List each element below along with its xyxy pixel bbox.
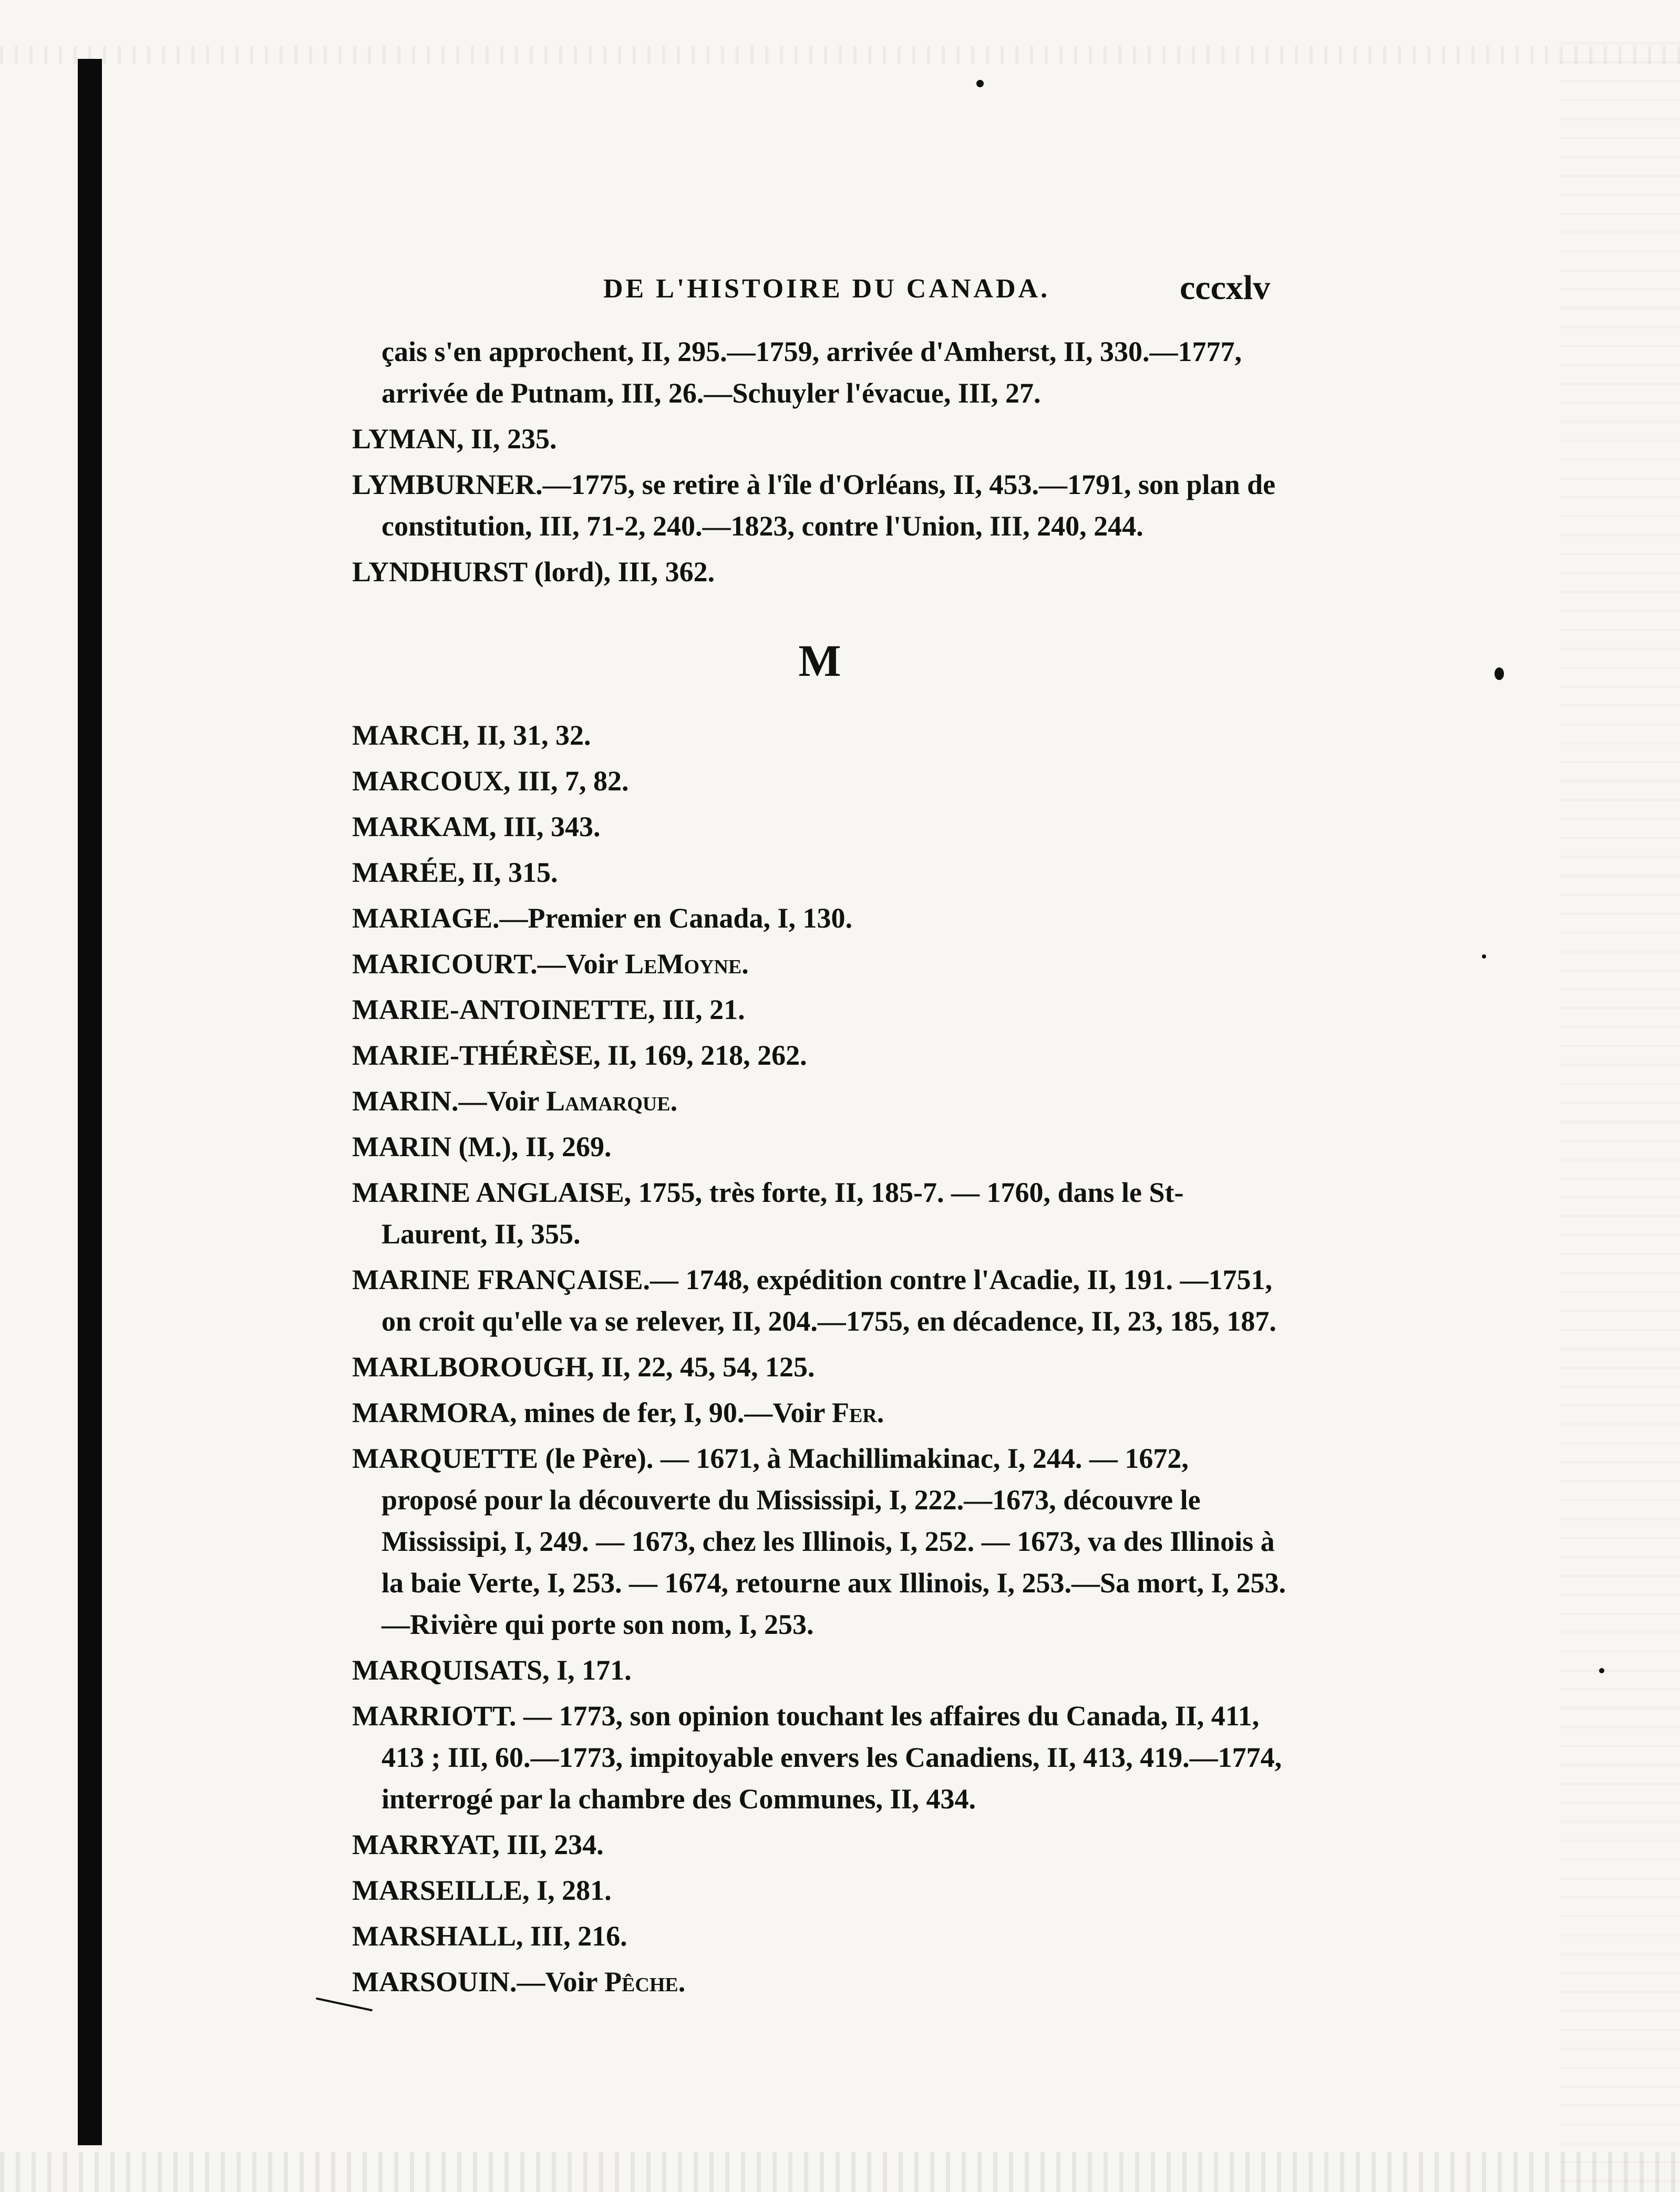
index-entry [352, 1259, 1287, 1342]
index-entry [352, 852, 1287, 893]
entry-text: , II, 235. [457, 423, 557, 455]
ink-speck [1482, 954, 1486, 959]
index-entry [352, 1172, 1287, 1255]
entry-text: , II, 315. [458, 857, 558, 888]
entry-text: .—Voir [510, 1966, 605, 1998]
cross-reference: Fer. [831, 1397, 884, 1428]
entry-name: MARQUETTE [352, 1443, 539, 1474]
index-entry [352, 1916, 1287, 1957]
entry-text: .—Voir [451, 1085, 547, 1117]
index-entry [352, 898, 1287, 939]
index-entry [352, 1650, 1287, 1691]
right-edge-noise [1560, 42, 1680, 2186]
entry-name: LYNDHURST [352, 556, 528, 588]
entry-name: MARIN [352, 1085, 451, 1117]
entry-text: . — 1773, son opinion touchant les affaires du Canada, II, 411, 413 ; III, 60.—1773, impitoyable envers les Canadiens, II, 413, 419.—1774, interrogé par la chambre des Communes, II, 434. [382, 1700, 1282, 1815]
entry-text: , III, 21. [648, 994, 745, 1025]
entry-name: MARINE FRANÇAISE [352, 1264, 643, 1295]
entry-name: MARLBOROUGH [352, 1351, 588, 1383]
index-entry [352, 1438, 1287, 1645]
index-entry [352, 1824, 1287, 1866]
index-entry [352, 1870, 1287, 1911]
entry-name: LYMAN [352, 423, 457, 455]
ink-speck [1599, 1668, 1604, 1673]
index-entry [352, 1961, 1287, 2003]
index-entry [352, 1392, 1287, 1434]
entry-name: MARIE-ANTOINETTE [352, 994, 648, 1025]
entry-text: , III, 234. [492, 1829, 604, 1860]
top-edge-noise [0, 46, 1680, 64]
entry-text: , II, 31, 32. [462, 719, 591, 751]
index-content [352, 331, 1287, 2007]
entry-name: MARINE ANGLAISE [352, 1177, 624, 1208]
index-entry [352, 1080, 1287, 1122]
entry-name: MARSEILLE [352, 1875, 523, 1906]
ink-speck [976, 80, 984, 87]
cross-reference: Lamarque. [546, 1085, 678, 1117]
entry-name: MARKAM [352, 811, 489, 842]
index-entry [352, 715, 1287, 756]
entry-name: MARSHALL [352, 1920, 517, 1952]
entry-name: MARSOUIN [352, 1966, 510, 1998]
section-letter: M [798, 635, 841, 686]
entry-name: MARCH [352, 719, 462, 751]
entry-text: , II, 169, 218, 262. [593, 1040, 807, 1071]
scan-binding-shadow [78, 59, 102, 2145]
index-entry [352, 418, 1287, 460]
entry-name: MARQUISATS [352, 1654, 543, 1686]
entry-text: (le Père). — 1671, à Machillimakinac, I, 244. — 1672, proposé pour la découverte du Mississipi, I, 222.—1673, découvre le Mississipi, I, 249. — 1673, chez les Illinois, I, 252. — 1673, va des Illinois à la baie Verte, I, 253. — 1674, retourne aux Illinois, I, 253.—Sa mort, I, 253.—Rivière qui porte son nom, I, 253. [382, 1443, 1286, 1640]
entry-name: MARCOUX [352, 765, 503, 797]
index-entry [352, 943, 1287, 985]
entry-text: , mines de fer, I, 90.—Voir [509, 1397, 832, 1428]
bottom-edge-noise [0, 2152, 1680, 2192]
entry-text: .—Voir [530, 948, 625, 980]
entry-text: , 1755, très forte, II, 185-7. — 1760, dans le St-Laurent, II, 355. [382, 1177, 1184, 1250]
index-entry [352, 551, 1287, 593]
entry-text: , I, 281. [522, 1875, 612, 1906]
entry-name: MARIE-THÉRÈSE [352, 1040, 594, 1071]
entry-name: MARICOURT [352, 948, 531, 980]
entry-text: , I, 171. [542, 1654, 632, 1686]
entry-name: MARÉE [352, 857, 458, 888]
entry-text: , III, 216. [516, 1920, 627, 1952]
index-entry [352, 331, 1287, 414]
entry-text: .—1775, se retire à l'île d'Orléans, II, 453.—1791, son plan de constitution, III, 71-2, 240.—1823, contre l'Union, III, 240, 244. [382, 469, 1276, 542]
running-head: DE L'HISTOIRE DU CANADA. [603, 274, 1050, 304]
entry-text: , III, 343. [489, 811, 601, 842]
index-entry [352, 1695, 1287, 1820]
entry-text: .— 1748, expédition contre l'Acadie, II, 191. —1751, on croit qu'elle va se relever, II, 204.—1755, en décadence, II, 23, 185, 187. [382, 1264, 1276, 1337]
entry-text: çais s'en approchent, II, 295.—1759, arrivée d'Amherst, II, 330.—1777, arrivée de Putnam, III, 26.—Schuyler l'évacue, III, 27. [382, 336, 1242, 409]
ink-speck [1495, 667, 1504, 680]
entry-text: , III, 7, 82. [503, 765, 629, 797]
entry-name: MARRYAT [352, 1829, 493, 1860]
index-entry [352, 1126, 1287, 1168]
index-entry [352, 806, 1287, 848]
entry-name: MARMORA [352, 1397, 510, 1428]
cross-reference: LeMoyne. [625, 948, 749, 980]
index-entry [352, 989, 1287, 1031]
entry-text: , II, 22, 45, 54, 125. [587, 1351, 815, 1383]
entry-name: MARIN [352, 1131, 451, 1162]
index-entry [352, 1035, 1287, 1076]
index-entry [352, 464, 1287, 547]
entry-name: MARIAGE [352, 902, 492, 934]
entry-name: MARRIOTT [352, 1700, 510, 1732]
entry-text: (M.), II, 269. [451, 1131, 612, 1162]
entry-text: (lord), III, 362. [527, 556, 715, 588]
entry-name: LYMBURNER [352, 469, 536, 500]
entry-text: .—Premier en Canada, I, 130. [492, 902, 852, 934]
cross-reference: Pêche. [604, 1966, 686, 1998]
page-number: cccxlv [1180, 269, 1271, 307]
index-entry [352, 760, 1287, 802]
index-entry [352, 1346, 1287, 1388]
